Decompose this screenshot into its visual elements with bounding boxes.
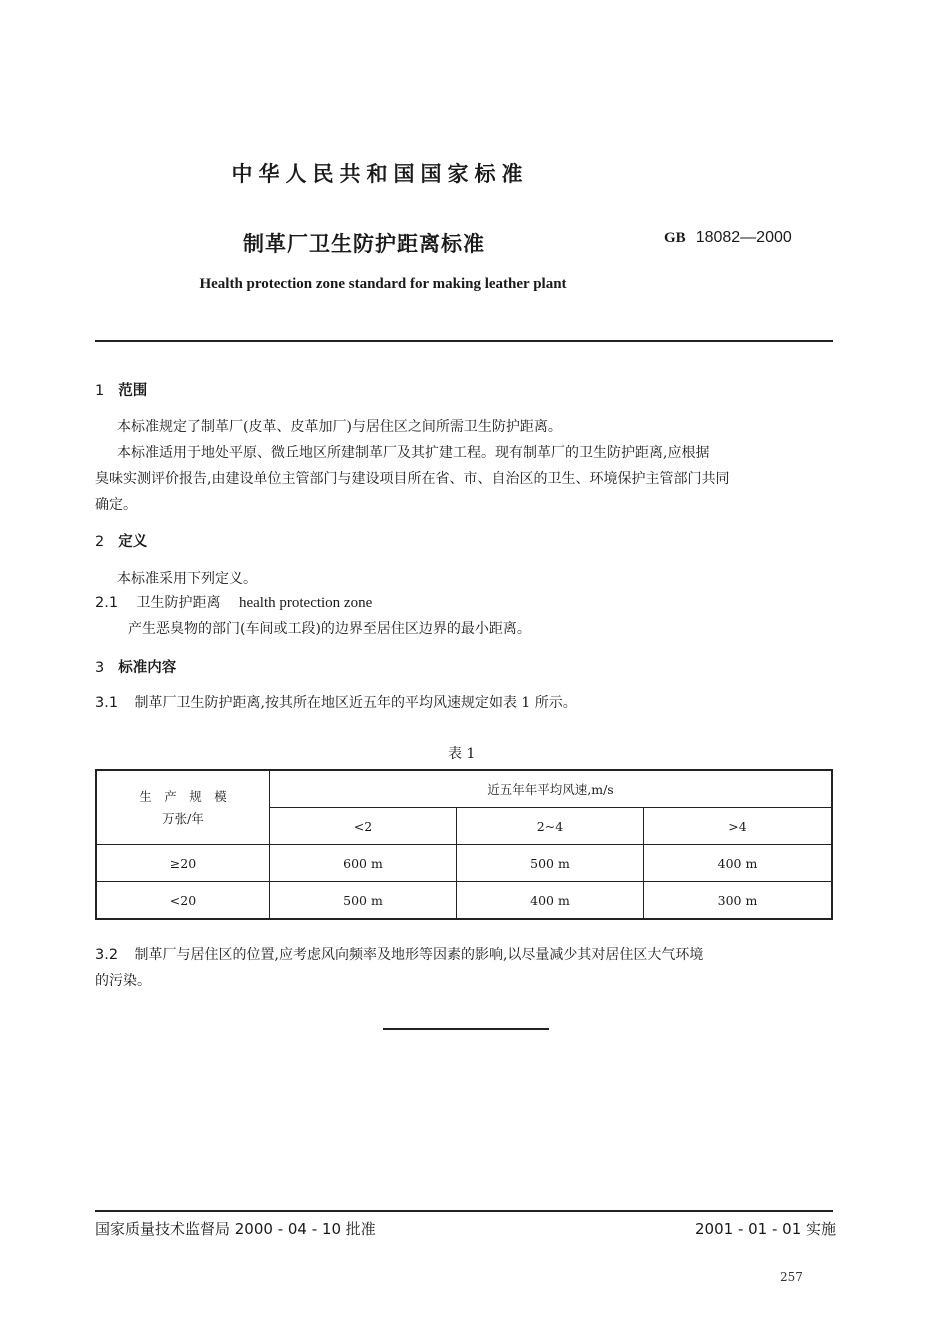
standard-code-number: 18082—2000 — [695, 229, 792, 246]
section-1-paragraph-2-line-1: 本标准适用于地处平原、微丘地区所建制革厂及其扩建工程。现有制革厂的卫生防护距离,应根据 — [117, 445, 710, 461]
scale-header-line-1: 生 产 规 模 — [139, 788, 227, 804]
table-row — [96, 882, 832, 920]
section-title: 标准内容 — [118, 660, 177, 676]
footer-divider — [95, 1210, 833, 1212]
distance-cell: 500 m — [457, 845, 644, 882]
distance-cell: 600 m — [270, 845, 457, 882]
header-divider — [95, 340, 833, 342]
scale-header-line-2: 万张/年 — [162, 810, 204, 826]
approval-text: 国家质量技术监督局 2000 - 04 - 10 批准 — [95, 1220, 376, 1238]
section-1-paragraph-2-line-3: 确定。 — [95, 497, 137, 513]
definition-term: 卫生防护距离 — [136, 595, 221, 611]
wind-col-header: >4 — [644, 808, 833, 845]
document-title: 制革厂卫生防护距离标准 — [243, 232, 485, 256]
english-title: Health protection zone standard for making leather plant — [199, 276, 567, 292]
clause-text: 制革厂与居住区的位置,应考虑风向频率及地形等因素的影响,以尽量减少其对居住区大气环境 — [134, 947, 704, 963]
section-3-heading — [95, 656, 176, 677]
clause-number: 3.2 — [95, 947, 119, 963]
clause-3-2-line-1 — [95, 942, 703, 968]
distance-cell: 400 m — [457, 882, 644, 920]
section-2-paragraph-1: 本标准采用下列定义。 — [117, 571, 257, 587]
definition-2-1-text: 产生恶臭物的部门(车间或工段)的边界至居住区边界的最小距离。 — [128, 621, 531, 637]
standard-code — [664, 228, 792, 247]
section-number: 2 — [95, 534, 105, 550]
wind-speed-header-cell: 近五年年平均风速,m/s — [270, 770, 833, 808]
section-2-heading — [95, 530, 147, 551]
clause-number: 3.1 — [95, 695, 119, 711]
distance-cell: 300 m — [644, 882, 833, 920]
implementation-text: 2001 - 01 - 01 实施 — [695, 1220, 837, 1238]
scale-cell: ≥20 — [96, 845, 270, 882]
page-number: 257 — [780, 1270, 803, 1284]
definition-2-1 — [95, 590, 372, 616]
table-header-row — [96, 770, 832, 808]
national-standard-heading: 中华人民共和国国家标准 — [231, 162, 529, 186]
scale-header-cell — [96, 770, 270, 845]
clause-text: 制革厂卫生防护距离,按其所在地区近五年的平均风速规定如表 1 所示。 — [134, 695, 577, 711]
end-divider — [383, 1028, 549, 1030]
clause-3-1 — [95, 690, 577, 716]
section-1-heading — [95, 379, 147, 400]
standard-code-prefix: GB — [664, 230, 686, 246]
definition-term-english: health protection zone — [238, 595, 373, 611]
table-1 — [95, 769, 833, 920]
section-number: 1 — [95, 383, 105, 399]
table-row — [96, 845, 832, 882]
section-number: 3 — [95, 660, 105, 676]
distance-cell: 400 m — [644, 845, 833, 882]
section-1-paragraph-2-line-2: 臭味实测评价报告,由建设单位主管部门与建设项目所在省、市、自治区的卫生、环境保护主管部门共同 — [95, 471, 730, 487]
section-title: 定义 — [118, 534, 148, 550]
section-1-paragraph-1: 本标准规定了制革厂(皮革、皮革加厂)与居住区之间所需卫生防护距离。 — [117, 419, 562, 435]
section-title: 范围 — [118, 383, 148, 399]
wind-col-header: 2~4 — [457, 808, 644, 845]
distance-cell: 500 m — [270, 882, 457, 920]
clause-number: 2.1 — [95, 595, 119, 611]
wind-col-header: <2 — [270, 808, 457, 845]
clause-3-2-line-2: 的污染。 — [95, 973, 151, 989]
table-caption: 表 1 — [448, 746, 476, 762]
scale-cell: <20 — [96, 882, 270, 920]
